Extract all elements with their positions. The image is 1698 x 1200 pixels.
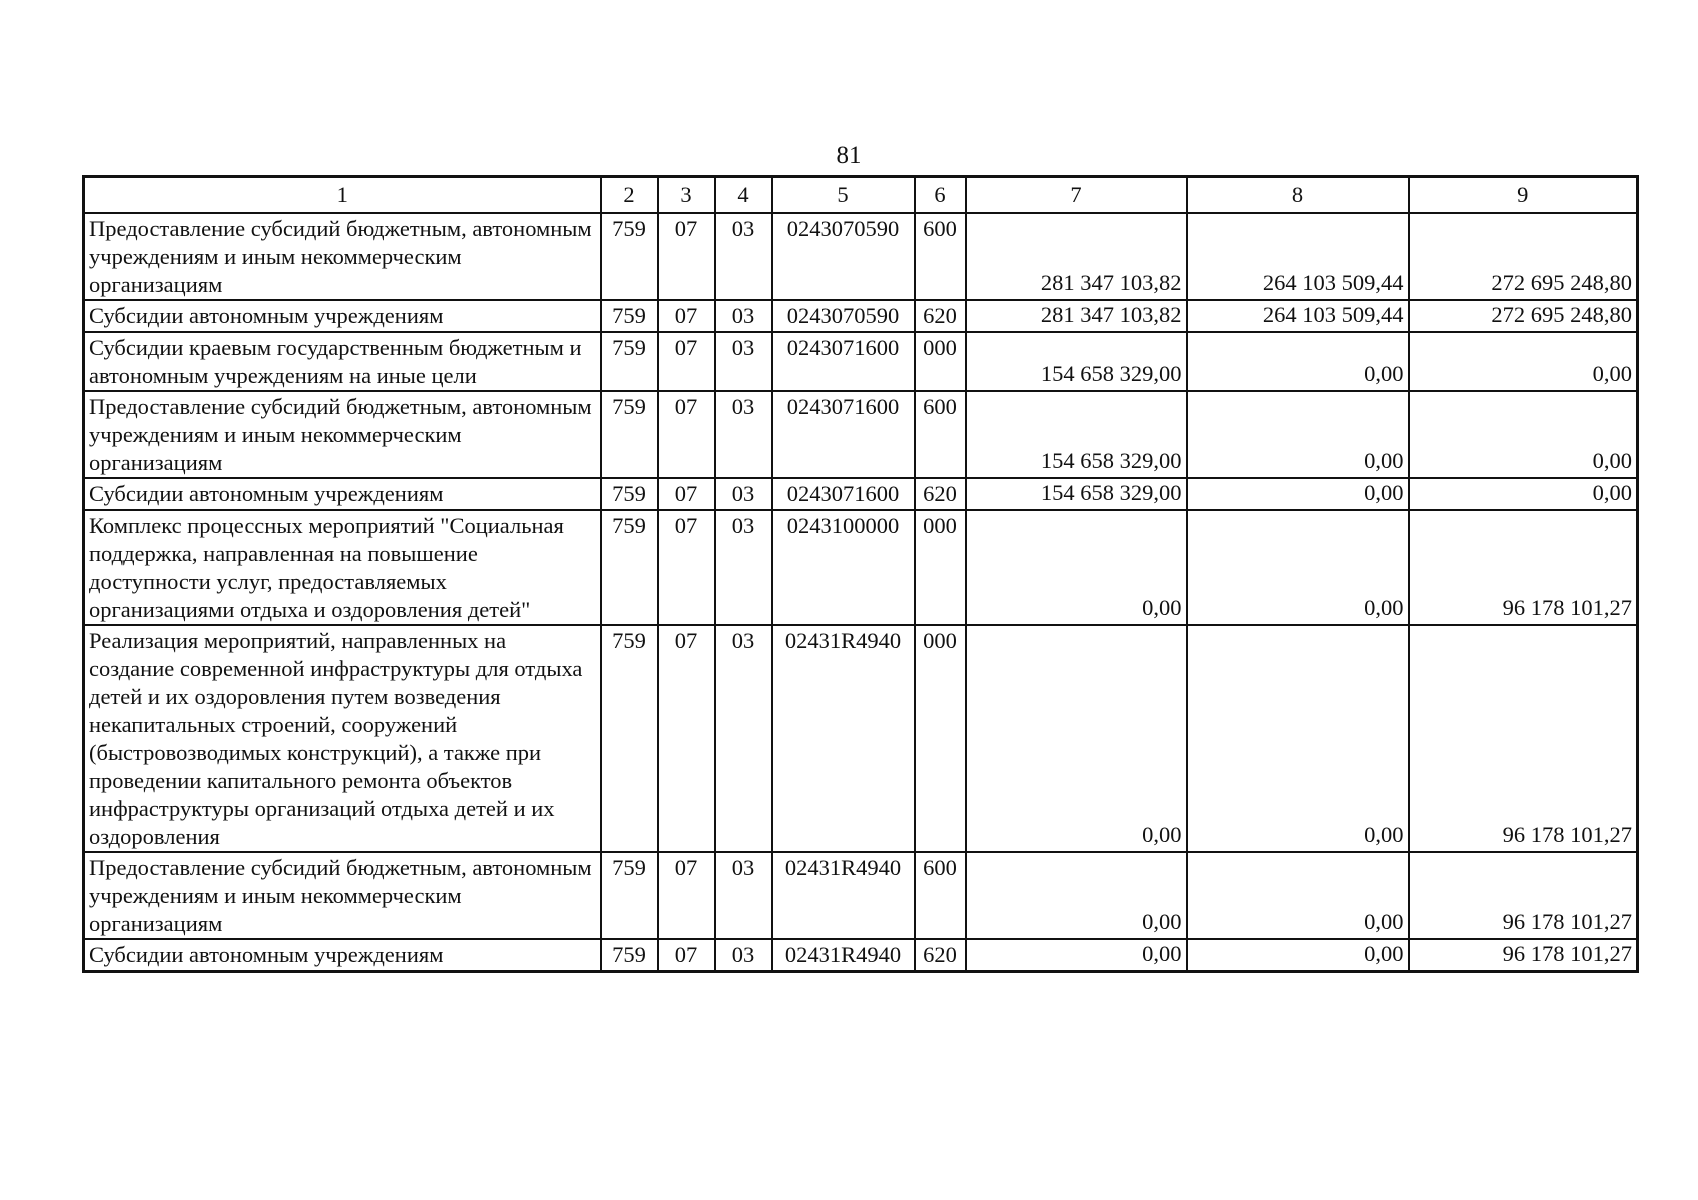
- amount-cell-col8: 264 103 509,44: [1187, 213, 1409, 300]
- amount-cell-col9: 0,00: [1409, 391, 1638, 478]
- column-header: 7: [966, 177, 1187, 214]
- expense-type-cell: 000: [915, 332, 966, 391]
- row-name-cell: Субсидии краевым государственным бюджетным и автономным учреждениям на иные цели: [84, 332, 601, 391]
- expense-type-cell: 620: [915, 939, 966, 972]
- amount-cell-col7: 0,00: [966, 625, 1187, 852]
- section-cell: 07: [658, 852, 715, 939]
- target-article-cell: 0243071600: [772, 478, 915, 510]
- admin-code-cell: 759: [601, 852, 658, 939]
- table-row: [84, 391, 1638, 478]
- page-number: 81: [836, 142, 862, 169]
- subsection-cell: 03: [715, 625, 772, 852]
- row-name-cell: Субсидии автономным учреждениям: [84, 478, 601, 510]
- row-name-cell: Предоставление субсидий бюджетным, автономным учреждениям и иным некоммерческим организациям: [84, 213, 601, 300]
- amount-cell-col8: 264 103 509,44: [1187, 300, 1409, 332]
- section-cell: 07: [658, 510, 715, 625]
- target-article-cell: 0243100000: [772, 510, 915, 625]
- column-header: 1: [84, 177, 601, 214]
- amount-cell-col9: 272 695 248,80: [1409, 213, 1638, 300]
- table-header-row: [84, 177, 1638, 214]
- amount-cell-col7: 0,00: [966, 510, 1187, 625]
- row-name-cell: Субсидии автономным учреждениям: [84, 939, 601, 972]
- admin-code-cell: 759: [601, 939, 658, 972]
- table-row: [84, 510, 1638, 625]
- column-header: 4: [715, 177, 772, 214]
- amount-cell-col9: 96 178 101,27: [1409, 625, 1638, 852]
- table-row: [84, 625, 1638, 852]
- subsection-cell: 03: [715, 213, 772, 300]
- expense-type-cell: 620: [915, 478, 966, 510]
- subsection-cell: 03: [715, 939, 772, 972]
- subsection-cell: 03: [715, 478, 772, 510]
- expense-type-cell: 600: [915, 391, 966, 478]
- section-cell: 07: [658, 625, 715, 852]
- admin-code-cell: 759: [601, 213, 658, 300]
- target-article-cell: 0243070590: [772, 300, 915, 332]
- amount-cell-col8: 0,00: [1187, 332, 1409, 391]
- table-row: [84, 332, 1638, 391]
- amount-cell-col8: 0,00: [1187, 391, 1409, 478]
- amount-cell-col8: 0,00: [1187, 510, 1409, 625]
- section-cell: 07: [658, 391, 715, 478]
- section-cell: 07: [658, 300, 715, 332]
- amount-cell-col9: 96 178 101,27: [1409, 939, 1638, 972]
- amount-cell-col9: 0,00: [1409, 478, 1638, 510]
- admin-code-cell: 759: [601, 300, 658, 332]
- budget-table: [82, 175, 1639, 973]
- table-body: [84, 177, 1638, 972]
- row-name-cell: Реализация мероприятий, направленных на создание современной инфраструктуры для отдыха детей и их оздоровления путем возведения некапитальных строений, сооружений (быстровозводимых конструкций), а также при проведении капитального ремонта объектов инфраструктуры организаций отдыха детей и их оздоровления: [84, 625, 601, 852]
- amount-cell-col7: 281 347 103,82: [966, 300, 1187, 332]
- subsection-cell: 03: [715, 300, 772, 332]
- admin-code-cell: 759: [601, 478, 658, 510]
- row-name-cell: Комплекс процессных мероприятий "Социальная поддержка, направленная на повышение доступности услуг, предоставляемых организациями отдыха и оздоровления детей": [84, 510, 601, 625]
- table-row: [84, 478, 1638, 510]
- amount-cell-col7: 281 347 103,82: [966, 213, 1187, 300]
- column-header: 6: [915, 177, 966, 214]
- amount-cell-col9: 96 178 101,27: [1409, 852, 1638, 939]
- section-cell: 07: [658, 213, 715, 300]
- target-article-cell: 0243070590: [772, 213, 915, 300]
- amount-cell-col8: 0,00: [1187, 852, 1409, 939]
- table-row: [84, 300, 1638, 332]
- amount-cell-col8: 0,00: [1187, 939, 1409, 972]
- expense-type-cell: 620: [915, 300, 966, 332]
- admin-code-cell: 759: [601, 332, 658, 391]
- expense-type-cell: 600: [915, 852, 966, 939]
- admin-code-cell: 759: [601, 510, 658, 625]
- admin-code-cell: 759: [601, 391, 658, 478]
- amount-cell-col7: 0,00: [966, 939, 1187, 972]
- row-name-cell: Предоставление субсидий бюджетным, автономным учреждениям и иным некоммерческим организациям: [84, 391, 601, 478]
- expense-type-cell: 000: [915, 625, 966, 852]
- expense-type-cell: 600: [915, 213, 966, 300]
- section-cell: 07: [658, 478, 715, 510]
- subsection-cell: 03: [715, 332, 772, 391]
- target-article-cell: 02431R4940: [772, 625, 915, 852]
- section-cell: 07: [658, 332, 715, 391]
- column-header: 3: [658, 177, 715, 214]
- amount-cell-col9: 0,00: [1409, 332, 1638, 391]
- row-name-cell: Субсидии автономным учреждениям: [84, 300, 601, 332]
- amount-cell-col7: 154 658 329,00: [966, 332, 1187, 391]
- amount-cell-col7: 154 658 329,00: [966, 478, 1187, 510]
- target-article-cell: 0243071600: [772, 391, 915, 478]
- target-article-cell: 02431R4940: [772, 852, 915, 939]
- amount-cell-col7: 0,00: [966, 852, 1187, 939]
- expense-type-cell: 000: [915, 510, 966, 625]
- subsection-cell: 03: [715, 391, 772, 478]
- amount-cell-col7: 154 658 329,00: [966, 391, 1187, 478]
- column-header: 9: [1409, 177, 1638, 214]
- admin-code-cell: 759: [601, 625, 658, 852]
- target-article-cell: 02431R4940: [772, 939, 915, 972]
- amount-cell-col9: 272 695 248,80: [1409, 300, 1638, 332]
- column-header: 2: [601, 177, 658, 214]
- amount-cell-col8: 0,00: [1187, 625, 1409, 852]
- column-header: 5: [772, 177, 915, 214]
- table-row: [84, 213, 1638, 300]
- table-row: [84, 852, 1638, 939]
- column-header: 8: [1187, 177, 1409, 214]
- row-name-cell: Предоставление субсидий бюджетным, автономным учреждениям и иным некоммерческим организациям: [84, 852, 601, 939]
- table-row: [84, 939, 1638, 972]
- target-article-cell: 0243071600: [772, 332, 915, 391]
- amount-cell-col9: 96 178 101,27: [1409, 510, 1638, 625]
- amount-cell-col8: 0,00: [1187, 478, 1409, 510]
- subsection-cell: 03: [715, 510, 772, 625]
- subsection-cell: 03: [715, 852, 772, 939]
- section-cell: 07: [658, 939, 715, 972]
